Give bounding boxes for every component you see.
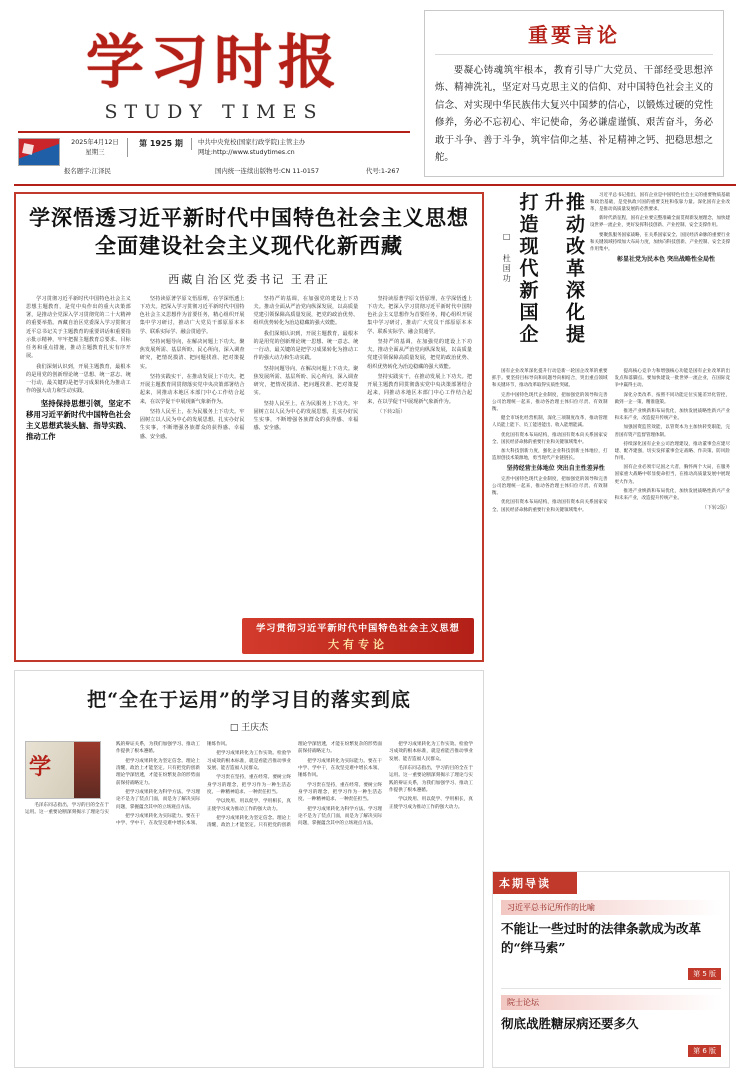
lead-paragraph: 坚持人民至上，在为民服务上下功夫。牢固树立以人民为中心的发展思想，扎实办好民生实事，不断增强各族群众的获得感、幸福感、安全感。 bbox=[139, 408, 245, 440]
lead-paragraph: 坚持读原著学原文悟原理，在学深悟透上下功夫。把深入学习贯彻习近平新时代中国特色社会主义思想作为首要任务，精心组织开展集中学习研讨，推动广大党员干部原原本本学、联系实际学、融会贯通学。 bbox=[139, 295, 245, 335]
important-statement-title: 重要言论 bbox=[528, 23, 620, 47]
lead-paragraph: 坚持实践实干，在推动发展上下功夫。把开展主题教育同贯彻落实党中央决策部署结合起来，同推动本地区本部门中心工作结合起来，在以学促干中展现新气象新作为。 bbox=[139, 373, 245, 405]
secondary-article-byline: □ 王庆杰 bbox=[229, 723, 269, 733]
lead-article-title-line1: 学深悟透习近平新时代中国特色社会主义思想 bbox=[29, 205, 469, 230]
page-body bbox=[14, 192, 736, 1068]
lead-article-title-line2: 全面建设社会主义现代化新西藏 bbox=[95, 233, 403, 259]
important-statement-text: 要凝心铸魂筑牢根本，教育引导广大党员、干部经受思想淬炼、精神洗礼，坚定对马克思主义的信仰、对中国特色社会主义的信念、对实现中华民族伟大复兴中国梦的信心，以锻炼过硬的党性修养，务必不忘初心、牢记使命，务必谦虚谨慎、艰苦奋斗，务必敢于斗争、善于斗争，筑牢信仰之基、补足精神之钙、把稳思想之舵。 bbox=[435, 65, 713, 163]
feature-paragraph: 优化国有资本布局结构，推动国有资本向关系国家安全、国民经济命脉的重要行业和关键领域集中。 bbox=[492, 500, 608, 513]
masthead-sponsor: 中共中央党校(国家行政学院)主管主办 bbox=[198, 137, 306, 146]
secondary-paragraph: 把学习成果转化为实际能力。要在干中学、学中干，在攻坚克难中增长本领、锤炼作风。 bbox=[116, 742, 230, 827]
masthead-rule bbox=[18, 131, 410, 133]
article-thumbnail-image: 学 bbox=[25, 741, 101, 799]
feature-paragraph: 推进产业焕新和布局优化，加快发展战略性新兴产业和未来产业，改造提升传统产业。 bbox=[614, 488, 730, 501]
feature-article-columns bbox=[492, 368, 730, 863]
lead-jump-note: （下转2版） bbox=[377, 408, 406, 415]
feature-paragraph: 国有企业改革深化提升行动是新一轮国企改革的重要抓手。要坚持目标导向和问题导向相结合，突出重点领域和关键环节，推动改革取得实质性突破。 bbox=[492, 369, 608, 389]
feature-jump-note: （下转2版） bbox=[701, 505, 730, 512]
feature-paragraph: 习近平总书记指出，国有企业是中国特色社会主义的重要物质基础和政治基础，是党执政兴国的重要支柱和依靠力量。深化国有企业改革，是推动高质量发展的必然要求。 bbox=[590, 193, 730, 213]
lead-paragraph: 坚持读原著学原文悟原理，在学深悟透上下功夫。把深入学习贯彻习近平新时代中国特色社会主义思想作为首要任务，精心组织开展集中学习研讨，推动广大党员干部原原本本学、联系实际学、融会贯通学。 bbox=[367, 295, 472, 335]
feature-title-line2: 打造现代新国企 bbox=[516, 192, 539, 346]
feature-paragraph: 加大科技创新力度，强化企业科技创新主体地位，打造原创技术策源地，勇当现代产业链链长。 bbox=[492, 448, 608, 462]
secondary-paragraph: 把学习成果转化为工作实效。检验学习成效的根本标准，就是看能否推动事业发展、能否造福人民群众。 bbox=[389, 742, 473, 762]
secondary-paragraph: 学习贵在坚持，重在经常。要树立终身学习的理念，把学习作为一种生活态度、一种精神追求、一种责任担当。 bbox=[298, 782, 382, 803]
feature-paragraph: 完善中国特色现代企业制度，把加强党的领导和完善公司治理统一起来，推动各治理主体归位尽责、有效制衡。 bbox=[492, 392, 608, 412]
lead-paragraph: 坚持问题导向，在解决问题上下功夫。聚焦发展所需、基层所盼、民心所向，深入调查研究，把情况摸清、把问题找准、把对策提实。 bbox=[253, 365, 359, 397]
guide-item[interactable] bbox=[493, 989, 729, 1059]
lead-paragraph: 我们深刻认识到，开展主题教育，最根本的是用党的创新理论统一思想、统一意志、统一行动，最关键的是把学习成果转化为推动工作的强大动力和生动实践。 bbox=[253, 330, 359, 362]
lead-subhead: 坚持保持思想引领，坚定不移用习近平新时代中国特色社会主义思想武装头脑、指导实践、推动工作 bbox=[26, 398, 131, 442]
masthead-date-block bbox=[66, 138, 128, 157]
secondary-paragraph: 把学习成果转化为科学方法。学习理论不是为了装点门面，而是为了解决实际问题，掌握蕴含其中的立场观点方法。 bbox=[298, 806, 382, 827]
secondary-article-title: 把“全在于运用”的学习目的落实到底 bbox=[87, 689, 411, 711]
guide-item-kicker: 习近平总书记所作的比喻 bbox=[501, 900, 721, 915]
guide-item-title: 彻底战胜糖尿病还要多久 bbox=[501, 1016, 639, 1032]
secondary-paragraph: 学以致用、用以促学、学用相长，真正使学习成为推动工作的强大动力。 bbox=[389, 797, 473, 810]
masthead-left bbox=[14, 10, 414, 177]
feature-column-1 bbox=[492, 368, 608, 863]
secondary-paragraph: 学习贵在坚持，重在经常。要树立终身学习的理念，把学习作为一种生活态度、一种精神追求、一种责任担当。 bbox=[207, 775, 291, 796]
masthead-meta-2 bbox=[14, 167, 414, 177]
campaign-banner bbox=[242, 618, 474, 654]
secondary-paragraph: 毛泽东同志指出，学习的目的全在于运用。这一重要论断深刻揭示了理论与实践的辩证关系，为我们加强学习、推动工作提供了根本遵循。 bbox=[25, 742, 200, 816]
lead-paragraph: 坚持实践实干，在推动发展上下功夫。把开展主题教育同贯彻落实党中央决策部署结合起来，同推动本地区本部门中心工作结合起来，在以学促干中展现新气象新作为。 bbox=[367, 373, 472, 405]
campaign-banner-line1: 学习贯彻习近平新时代中国特色社会主义思想 bbox=[256, 623, 460, 634]
guide-item-page: 第 5 版 bbox=[688, 968, 721, 980]
lead-paragraph: 坚持严的基调，在加强党的建设上下功夫。推动全面从严治党向纵深发展，以高质量党建引领保障高质量发展，把党的政治优势、组织优势转化为治边稳藏的强大效能。 bbox=[367, 338, 472, 370]
masthead-weekday: 星期三 bbox=[85, 147, 105, 156]
feature-paragraph: 新时代新征程，国有企业要完整准确全面贯彻新发展理念，加快建设世界一流企业，更好发挥科技创新、产业控制、安全支撑作用。 bbox=[590, 216, 730, 229]
lead-paragraph: 坚持问题导向，在解决问题上下功夫。聚焦发展所需、基层所盼、民心所向，深入调查研究，把情况摸清、把问题找准、把对策提实。 bbox=[139, 338, 245, 370]
feature-paragraph: 深化分类改革，按照不同功能定位实施差异化管控，做到一企一策、精准施策。 bbox=[614, 392, 730, 405]
guide-item-page-wrap bbox=[501, 1038, 721, 1057]
lead-paragraph: 学习贯彻习近平新时代中国特色社会主义思想主题教育，是党中央作出的重大决策部署，是推动全党深入学习贯彻党的二十大精神的重要举措。西藏自治区党委深入学习贯彻习近平总书记关于主题教育的重要讲话和重要指示批示精神，牢牢把握主题教育总要求、目标任务和重点措施，推动主题教育扎实有序开展。 bbox=[26, 295, 131, 360]
feature-column-2 bbox=[615, 368, 731, 863]
feature-paragraph: 推进产业焕新和布局优化，加快发展战略性新兴产业和未来产业，改造提升传统产业。 bbox=[614, 408, 730, 422]
newspaper-title-cn: 学习时报 bbox=[85, 28, 342, 96]
lead-paragraph: 坚持严的基调，在加强党的建设上下功夫。推动全面从严治党向纵深发展，以高质量党建引领保障高质量发展，把党的政治优势、组织优势转化为治边稳藏的强大效能。 bbox=[253, 295, 359, 327]
masthead-issue: 第 1925 期 bbox=[134, 138, 192, 150]
masthead bbox=[14, 10, 736, 182]
masthead-publisher-block bbox=[198, 138, 410, 157]
secondary-paragraph: 毛泽东同志指出，学习的目的全在于运用。这一重要论断深刻揭示了理论与实践的辩证关系，为我们加强学习、推动工作提供了根本遵循。 bbox=[389, 766, 473, 794]
feature-paragraph: 国有企业必须牢记国之大者，胸怀两个大局，在服务国家重大战略中彰显使命担当，在推动高质量发展中展现更大作为。 bbox=[614, 465, 730, 485]
masthead-website: 网址:http://www.studytimes.cn bbox=[198, 147, 295, 156]
left-column bbox=[14, 192, 484, 1068]
secondary-paragraph: 把学习成果转化为坚定信念。理论上清醒，政治上才能坚定。只有把党的创新理论学深悟透，才能在纷繁复杂的形势面前保持战略定力。 bbox=[116, 758, 200, 786]
issue-guide-box bbox=[492, 871, 730, 1068]
important-statement-box bbox=[424, 10, 724, 177]
feature-subhead: 坚持经营主体地位 突出自主性差异性 bbox=[506, 465, 605, 473]
campaign-banner-line2: 大有专论 bbox=[328, 638, 388, 651]
secondary-paragraph: 把学习成果转化为工作实效。检验学习成效的根本标准，就是看能否推动事业发展、能否造福人民群众。 bbox=[207, 751, 291, 772]
feature-paragraph: 持续深化国有企业公司治理建设，推动董事会应建尽建、配齐建强，切实发挥董事会定战略、作决策、防风险作用。 bbox=[614, 441, 730, 462]
secondary-paragraph: 把学习成果转化为坚定信念。理论上清醒，政治上才能坚定。只有把党的创新理论学深悟透，才能在纷繁复杂的形势面前保持战略定力。 bbox=[207, 742, 382, 829]
guide-item-title: 不能让一些过时的法律条款成为改革的“绊马索” bbox=[501, 920, 702, 955]
right-column bbox=[492, 192, 730, 1068]
masthead-calligraphy: 报名题字:江泽民 bbox=[64, 166, 111, 175]
guide-item[interactable] bbox=[493, 894, 729, 983]
masthead-license: 国内统一连续出版物号:CN 11-0157 bbox=[215, 166, 320, 175]
issue-guide-title: 本期导读 bbox=[493, 872, 577, 894]
masthead-meta bbox=[14, 138, 414, 166]
feature-paragraph: 优化国有资本布局结构，推动国有资本向关系国家安全、国民经济命脉的重要行业和关键领域集中。 bbox=[492, 432, 608, 445]
feature-article-author: □ 杜国功 bbox=[502, 232, 512, 284]
feature-subhead: 彰显社党为民本色 突出战略性全局性 bbox=[616, 255, 716, 263]
lead-article[interactable] bbox=[14, 192, 484, 662]
masthead-license-block bbox=[64, 167, 209, 177]
feature-article-title bbox=[492, 192, 584, 362]
divider bbox=[435, 54, 713, 55]
secondary-paragraph: 学以致用、用以促学、学用相长，真正使学习成为推动工作的强大动力。 bbox=[207, 799, 291, 812]
masthead-date: 2025年4月12日 bbox=[71, 137, 119, 146]
masthead-bottom-rule bbox=[14, 184, 736, 186]
feature-article-head[interactable] bbox=[492, 192, 730, 362]
feature-paragraph: 完善中国特色现代企业制度，把加强党的领导和完善公司治理统一起来，推动各治理主体归位尽责、有效制衡。 bbox=[492, 476, 608, 497]
feature-article-lead bbox=[590, 192, 730, 362]
newspaper-title-en: STUDY TIMES bbox=[104, 100, 324, 123]
secondary-article[interactable] bbox=[14, 670, 484, 1068]
secondary-paragraph: 把学习成果转化为科学方法。学习理论不是为了装点门面，而是为了解决实际问题，掌握蕴含其中的立场观点方法。 bbox=[116, 790, 200, 810]
secondary-paragraph: 把学习成果转化为实际能力。要在干中学、学中干，在攻坚克难中增长本领、锤炼作风。 bbox=[298, 758, 382, 779]
lead-paragraph: 我们深刻认识到，开展主题教育，最根本的是用党的创新理论统一思想、统一意志、统一行动，最关键的是把学习成果转化为推动工作的强大动力和生动实践。 bbox=[26, 363, 131, 395]
guide-item-page: 第 6 版 bbox=[688, 1045, 721, 1057]
feature-paragraph: 健全市场化经营机制，深化三项制度改革，推动管理人员能上能下、员工能进能出、收入能增能减。 bbox=[492, 416, 608, 429]
feature-title-line1: 推动改革深化提升 bbox=[541, 192, 585, 346]
flag-icon bbox=[18, 138, 60, 166]
lead-paragraph: 坚持人民至上，在为民服务上下功夫。牢固树立以人民为中心的发展思想，扎实办好民生实事，不断增强各族群众的获得感、幸福感、安全感。 bbox=[253, 400, 359, 432]
guide-item-kicker: 院士论坛 bbox=[501, 995, 721, 1010]
secondary-article-body bbox=[25, 741, 473, 1041]
masthead-code: 代号:1-267 bbox=[366, 166, 400, 175]
feature-paragraph: 要聚焦服务国家战略，在关系国家安全、国民经济命脉的重要行业和关键领域持续加大布局力度，加快向科技创新、产业控制、安全支撑作用集中。 bbox=[590, 232, 730, 252]
feature-paragraph: 加强国资监管效能，以管资本为主加快转变职能，完善国有资产监督管理体制。 bbox=[614, 425, 730, 438]
guide-item-page-wrap bbox=[501, 961, 721, 980]
feature-paragraph: 提高核心竞争力和增强核心功能是国有企业改革的出发点和落脚点。要加快建设一批世界一流企业，在国际竞争中赢得主动。 bbox=[614, 369, 730, 389]
lead-article-byline: 西藏自治区党委书记 王君正 bbox=[168, 272, 330, 286]
